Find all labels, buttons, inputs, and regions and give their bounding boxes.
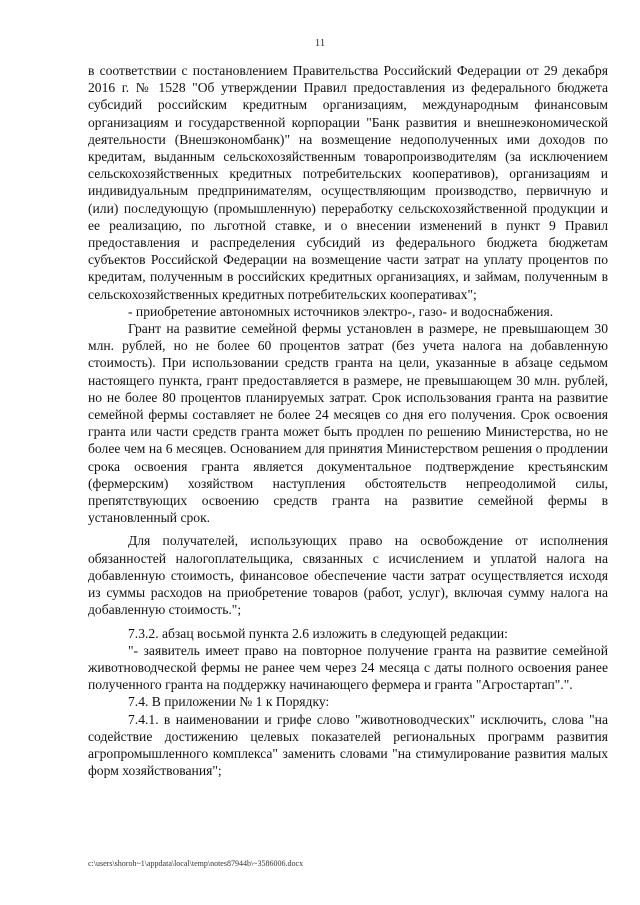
document-body: [88, 62, 608, 779]
footer-file-path: c:\users\shoroh~1\appdata\local\temp\notes87944b\~3586006.docx: [88, 859, 304, 868]
paragraph-grant-amount: Грант на развитие семейной фермы установлен в размере, не превышающем 30 млн. рублей, но не более 60 процентов затрат (без учета налога на добавленную стоимость). При использовании средств гранта на цели, указанные в абзаце седьмом настоящего пункта, грант предоставляется в размере, не превышающем 30 млн. рублей, но не более 80 процентов планируемых затрат. Срок использования гранта на развитие семейной фермы составляет не более 24 месяцев со дня его получения. Срок освоения гранта или части средств гранта может быть продлен по решению Министерства, но не более чем на 6 месяцев. Основанием для принятия Министерством решения о продлении срока освоения гранта является документальное подтверждение крестьянским (фермерским) хозяйством наступления обстоятельств непреодолимой силы, препятствующих освоению средств гранта на развитие семейной фермы в установленный срок.: [88, 321, 608, 526]
paragraph-vat-exemption: Для получателей, использующих право на освобождение от исполнения обязанностей налогоплательщика, связанных с исчислением и уплатой налога на добавленную стоимость, финансовое обеспечение части затрат осуществляется исходя из суммы расходов на приобретение товаров (работ, услуг), включая сумму налога на добавленную стоимость.";: [88, 533, 608, 618]
paragraph-7-4: 7.4. В приложении № 1 к Порядку:: [128, 694, 330, 710]
paragraph-7-3-2: 7.3.2. абзац восьмой пункта 2.6 изложить в следующей редакции:: [128, 625, 508, 641]
paragraph-decree-reference: в соответствии с постановлением Правительства Российский Федерации от 29 декабря 2016 г. № 1528 "Об утверждении Правил предоставления из федерального бюджета субсидий российским кредитным организациям, международным финансовым организациям и государственной корпорации "Банк развития и внешнеэкономической деятельности (Внешэкономбанк)" на возмещение недополученных ими доходов по кредитам, выданным сельскохозяйственным товаропроизводителям (за исключением сельскохозяйственных кредитных потребительских кооперативов), организациям и индивидуальным предпринимателям, осуществляющим производство, первичную и (или) последующую (промышленную) переработку сельскохозяйственной продукции и ее реализацию, по льготной ставке, и о внесении изменений в пункт 9 Правил предоставления и распределения субсидий из федерального бюджета бюджетам субъектов Российской Федерации на возмещение части затрат на уплату процентов по кредитам, полученным в российских кредитных организациях, и займам, полученным в сельскохозяйственных кредитных потребительских кооперативах";: [88, 63, 608, 302]
paragraph-repeat-grant: "- заявитель имеет право на повторное получение гранта на развитие семейной животноводческой фермы не ранее чем через 24 месяца с даты полного освоения ранее полученного гранта на поддержку начинающего фермера и гранта "Агростартап".".: [88, 642, 608, 693]
page-number: 11: [314, 37, 326, 49]
paragraph-autonomous-sources: - приобретение автономных источников электро-, газо- и водоснабжения.: [128, 303, 554, 319]
paragraph-7-4-1: 7.4.1. в наименовании и грифе слово "животноводческих" исключить, слова "на содействие достижению целевых показателей региональных программ развития агропромышленного комплекса" заменить словами "на стимулирование развития малых форм хозяйствования";: [88, 711, 608, 779]
